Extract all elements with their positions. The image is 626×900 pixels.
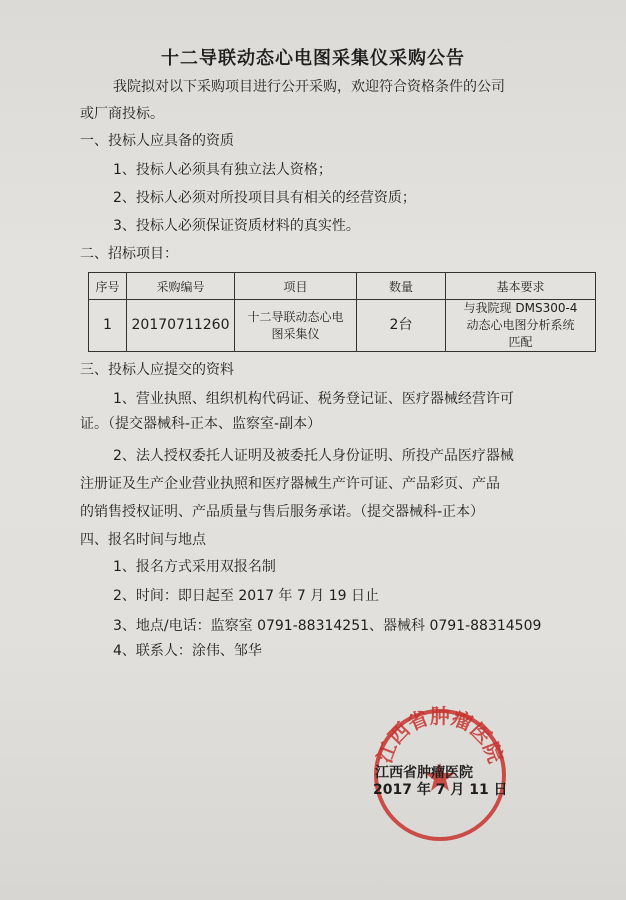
seal-text: 江西省肿瘤医院: [372, 705, 508, 767]
section-2-heading: 二、招标项目：: [80, 246, 178, 262]
header-item: 项目: [235, 273, 357, 300]
section-3-p2-line-3: 的销售授权证明、产品质量与售后服务承诺。（提交器械科-正本）: [80, 504, 485, 520]
section-1-item-3: 3、投标人必须保证资质材料的真实性。: [113, 218, 360, 234]
header-qty: 数量: [357, 273, 446, 300]
section-3-p2-line-1: 2、法人授权委托人证明及被委托人身份证明、所投产品医疗器械: [113, 448, 514, 464]
section-1-heading: 一、投标人应具备的资质: [80, 133, 234, 149]
section-4-heading: 四、报名时间与地点: [80, 532, 206, 548]
cell-item-line-1: 十二导联动态心电: [247, 309, 344, 324]
procurement-table: [88, 272, 596, 352]
table-header-row: [89, 273, 596, 300]
cell-code: 20170711260: [127, 300, 235, 352]
cell-index: 1: [89, 300, 127, 352]
section-3-heading: 三、投标人应提交的资料: [80, 362, 234, 378]
section-4-item-2: 2、时间：即日起至 2017 年 7 月 19 日止: [113, 588, 379, 604]
cell-req-line-3: 匹配: [508, 335, 533, 349]
cell-req-line-2: 动态心电图分析系统: [466, 318, 575, 332]
section-4-item-1: 1、报名方式采用双报名制: [113, 559, 276, 575]
cell-item-line-2: 图采集仪: [271, 326, 320, 341]
svg-text:江西省肿瘤医院: [372, 705, 508, 766]
section-3-p2-line-2: 注册证及生产企业营业执照和医疗器械生产许可证、产品彩页、产品: [80, 476, 500, 492]
section-3-p1-line-2: 证。（提交器械科-正本、监察室-副本）: [80, 416, 322, 432]
signature-org: 江西省肿瘤医院: [375, 765, 473, 781]
section-1-item-1: 1、投标人必须具有独立法人资格；: [113, 162, 332, 178]
section-4-item-4: 4、联系人：涂伟、邹华: [113, 643, 262, 659]
header-requirements: 基本要求: [446, 273, 596, 300]
cell-requirements: [446, 300, 596, 352]
cell-item: [235, 300, 357, 352]
header-code: 采购编号: [127, 273, 235, 300]
cell-qty: 2台: [357, 300, 446, 352]
signature-date: 2017 年 7 月 11 日: [373, 782, 508, 798]
intro-line-2: 或厂商投标。: [80, 106, 164, 122]
intro-line-1: 我院拟对以下采购项目进行公开采购，欢迎符合资格条件的公司: [113, 79, 505, 95]
header-index: 序号: [89, 273, 127, 300]
cell-req-line-1: 与我院现 DMS300-4: [463, 301, 578, 315]
section-4-item-3: 3、地点/电话：监察室 0791-88314251、器械科 0791-88314509: [113, 618, 542, 634]
section-1-item-2: 2、投标人必须对所投项目具有相关的经营资质；: [113, 190, 416, 206]
section-3-p1-line-1: 1、营业执照、组织机构代码证、税务登记证、医疗器械经营许可: [113, 391, 514, 407]
table-row: [89, 300, 596, 352]
document-title: 十二导联动态心电图采集仪采购公告: [161, 48, 465, 69]
